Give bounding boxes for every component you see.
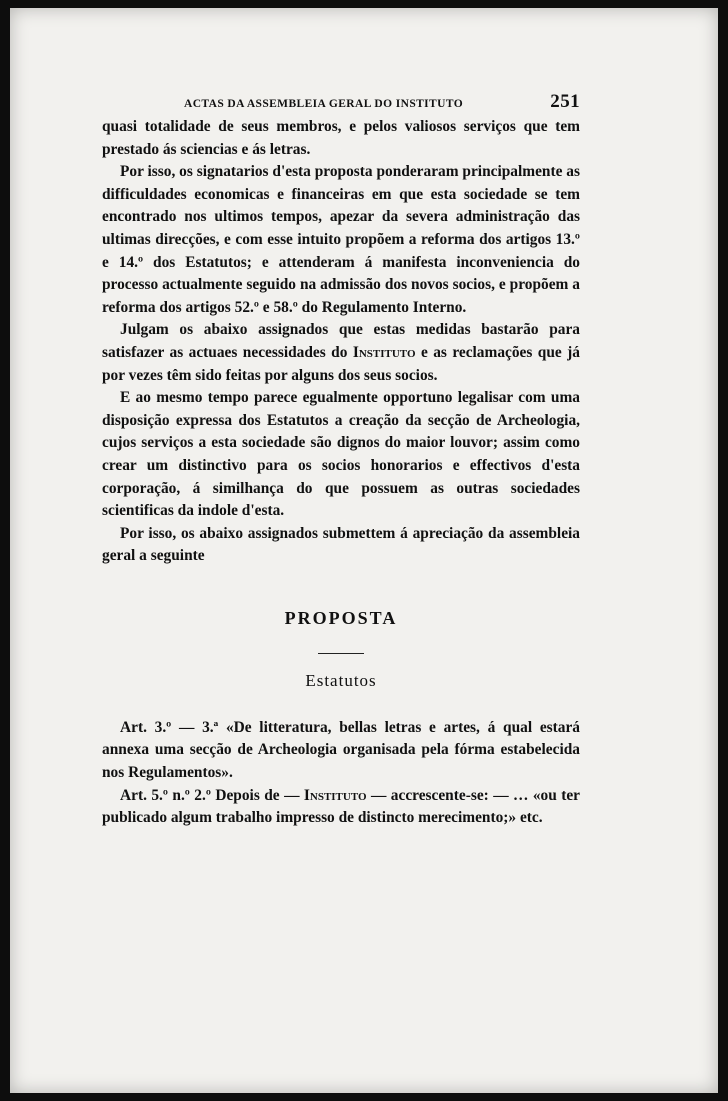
article-text: Art. 3.º — 3.ª «De litteratura, bellas letras e artes, á qual estará annexa uma secção de Archeologia organisada pela fórma estabelecida nos Regulamentos». xyxy=(102,718,580,782)
paragraph-text: Por isso, os signatarios d'esta proposta ponderaram principalmente as difficuldades economicas e financeiras em que esta sociedade se tem encontrado nos ultimos tempos, apezar da severa administração das ultimas direcções, e com esse intuito propõem a reforma dos artigos 13.º e 14.º dos Estatutos; e attenderam á manifesta inconveniencia do processo actualmente seguido na admissão dos novos socios, e propõem a reforma dos artigos 52.º e 58.º do Regulamento Interno. xyxy=(102,163,580,316)
proposal-heading: PROPOSTA xyxy=(284,607,398,628)
articles-text xyxy=(102,717,580,830)
paragraph-5 xyxy=(102,523,580,568)
body-text xyxy=(102,116,580,568)
article-text: Art. 5.º n.º 2.º Depois de — xyxy=(120,786,304,804)
article-text: — accrescente-se: — … «ou ter publicado algum trabalho impresso de distincto merecimento;» etc. xyxy=(102,786,580,827)
paragraph-3 xyxy=(102,319,580,387)
page-number: 251 xyxy=(550,91,580,112)
running-title: ACTAS DA ASSEMBLEIA GERAL DO INSTITUTO xyxy=(184,98,464,110)
article-1 xyxy=(102,717,580,785)
paragraph-text: quasi totalidade de seus membros, e pelos valiosos serviços que tem prestado ás sciencias e ás letras. xyxy=(102,118,580,158)
section-heading-statutes: Estatutos xyxy=(305,670,377,690)
paragraph-2 xyxy=(102,161,580,319)
page-header xyxy=(102,86,580,116)
paragraph-text: Julgam os abaixo assignados que estas medidas bastarão para satisfazer as actuaes necessidades do xyxy=(102,321,580,361)
article-text: Instituto xyxy=(303,786,367,804)
ornament-divider xyxy=(102,645,580,657)
paragraph-text: e as reclamações que já por vezes têm sido feitas por alguns dos seus socios. xyxy=(102,343,580,384)
book-page xyxy=(102,86,580,830)
paragraph-4 xyxy=(102,387,580,523)
paragraph-text: Instituto xyxy=(352,343,416,361)
ornament-rule xyxy=(318,645,364,654)
paragraph-text: Por isso, os abaixo assignados submettem á apreciação da assembleia geral a seguinte xyxy=(102,524,580,565)
paragraph-text: E ao mesmo tempo parece egualmente opportuno legalisar com uma disposição expressa dos Estatutos a creação da secção de Archeologia, cujos serviços a esta sociedade são dignos do maior louvor; assim como crear um distinctivo para os socios honorarios e effectivos d'esta corporação, á similhança do que possuem as outras sociedades scientificas da indole d'esta. xyxy=(102,389,580,520)
article-2 xyxy=(102,785,580,830)
paragraph-1 xyxy=(102,116,580,161)
scanned-page xyxy=(10,8,718,1093)
